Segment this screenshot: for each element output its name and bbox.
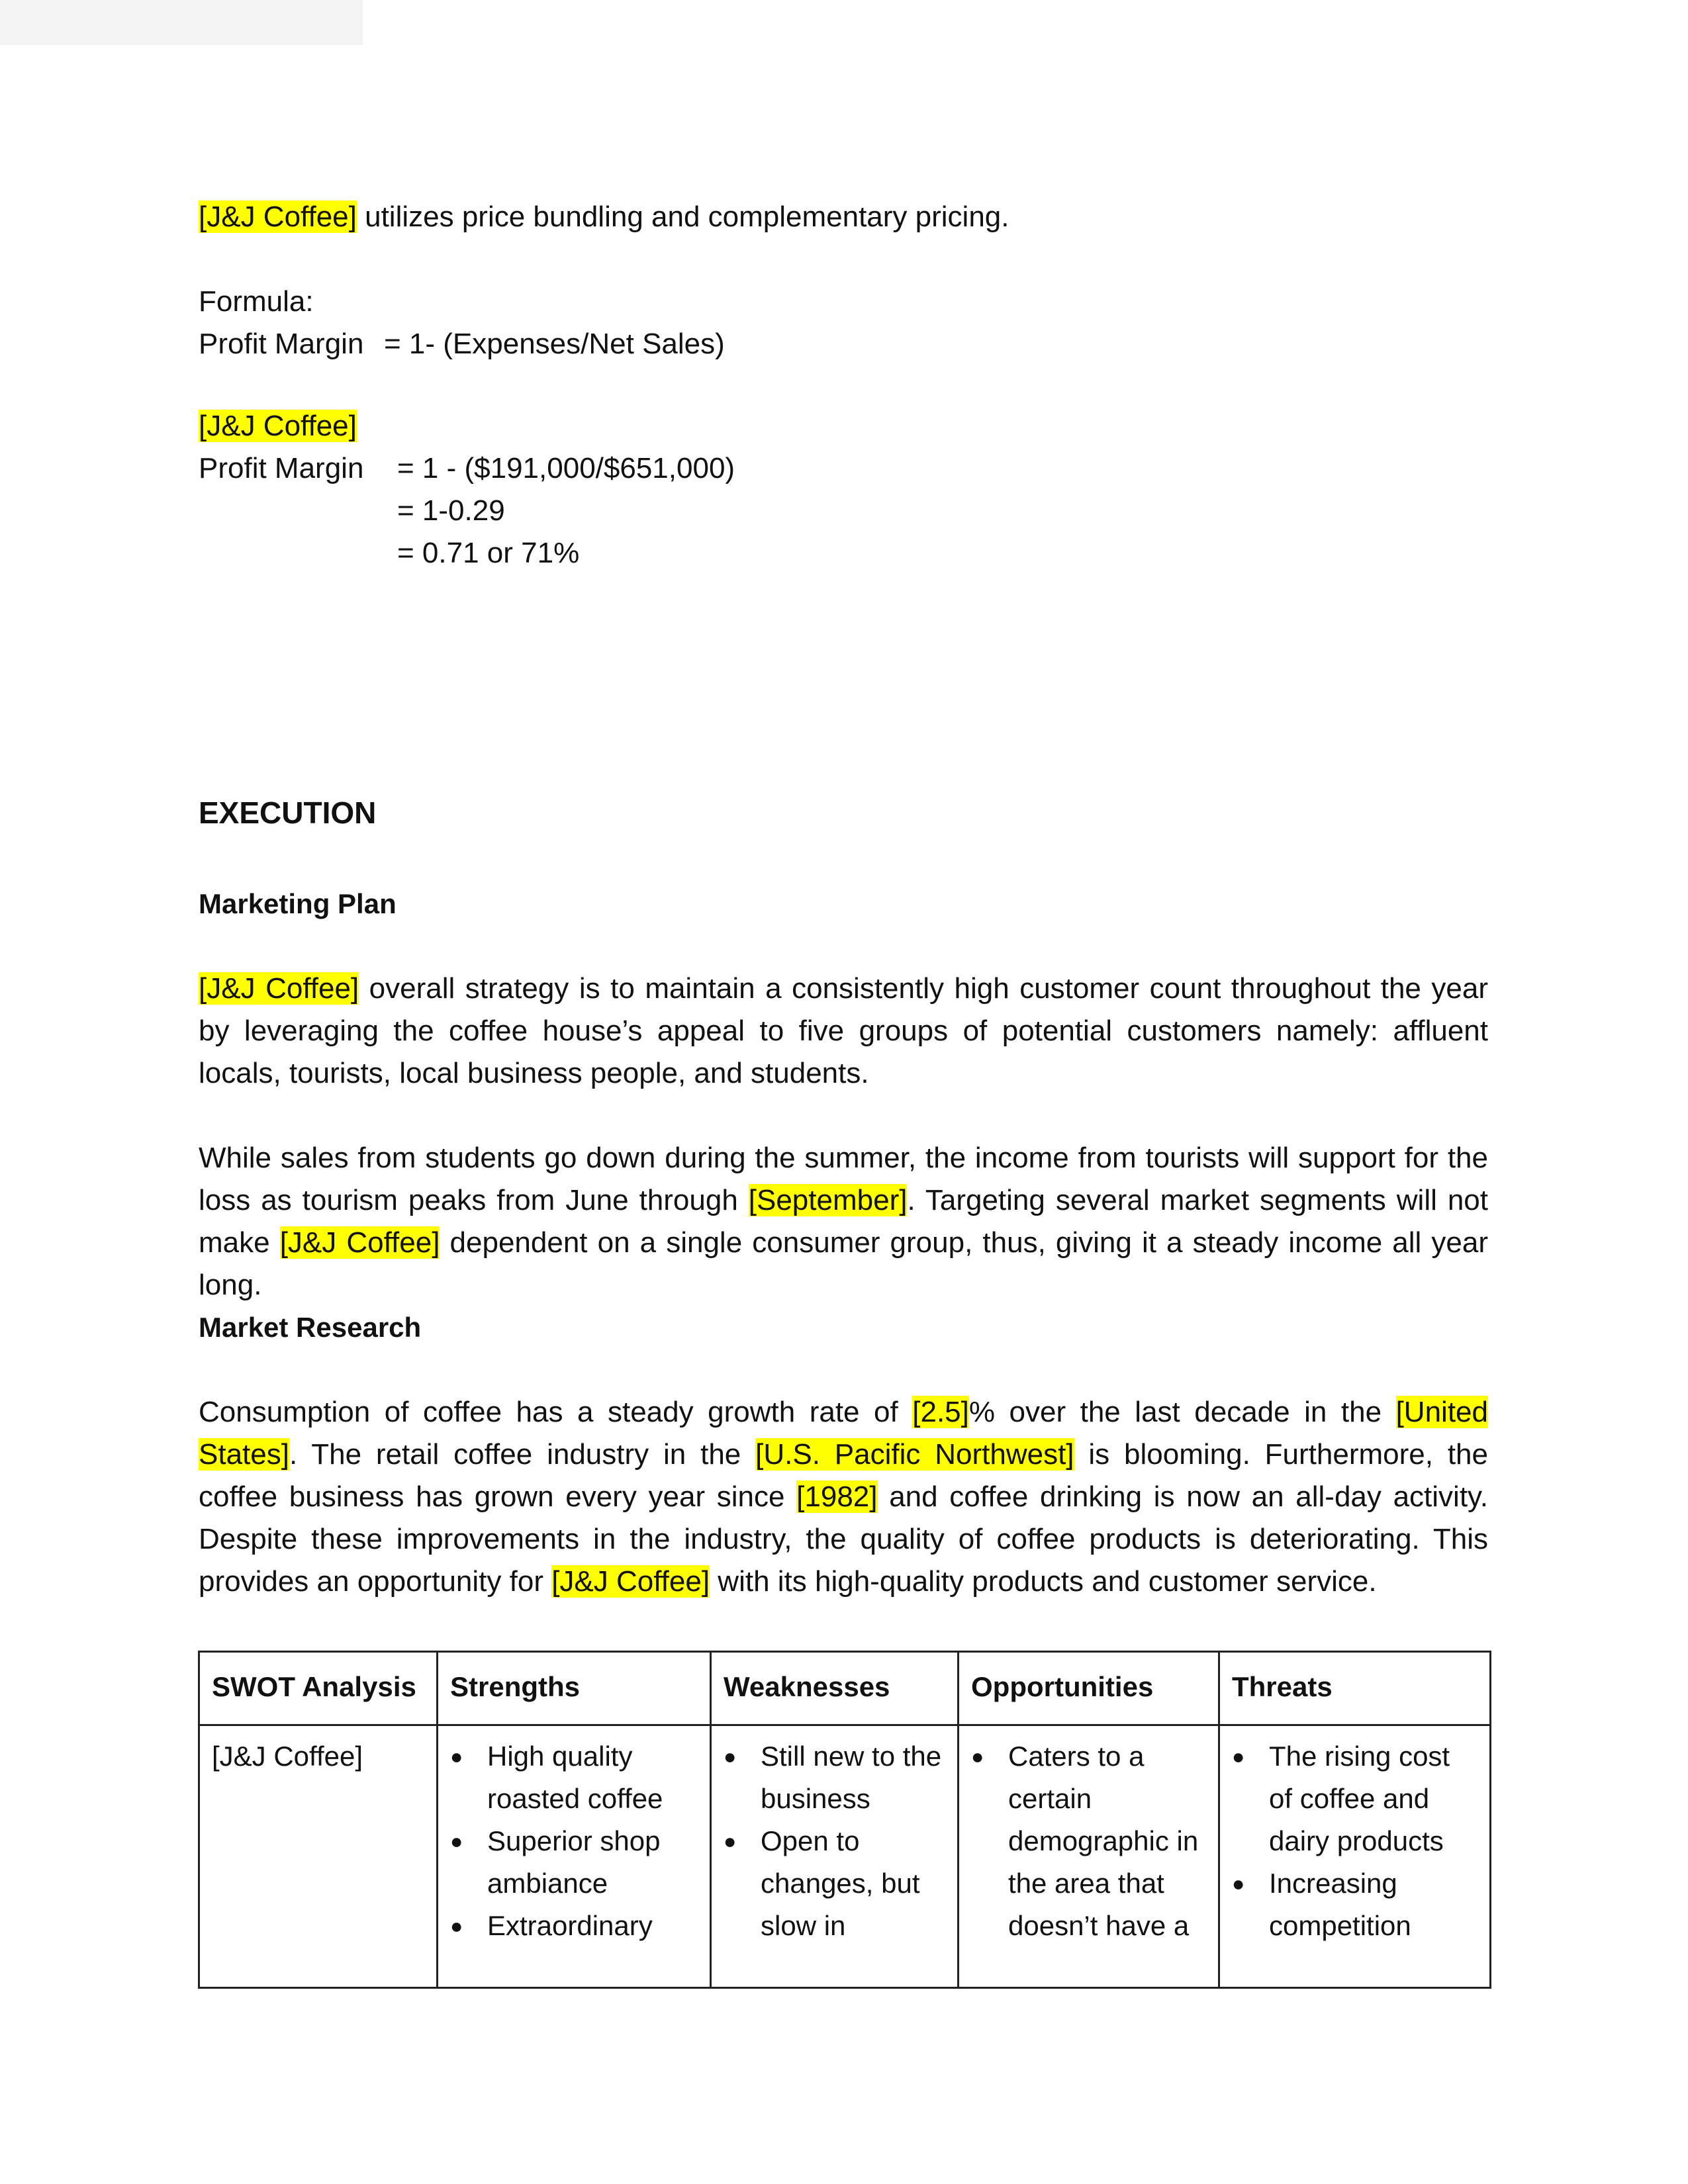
seasonal-text-3: dependent on a single consumer group, thus, giving it a steady income all year long. bbox=[199, 1226, 1488, 1301]
swot-header-row bbox=[199, 1652, 1491, 1725]
research-text-4: is blooming. Furthermore, the coffee business has grown every year since bbox=[199, 1438, 1488, 1513]
calc-company bbox=[199, 405, 357, 447]
swot-opportunities-cell bbox=[959, 1725, 1219, 1988]
year-highlight: [1982] bbox=[796, 1480, 878, 1513]
research-text-3: . The retail coffee industry in the bbox=[289, 1438, 756, 1471]
opportunity-item: ● Caters to a certain demographic in the area that doesn’t have a bbox=[1008, 1735, 1206, 1947]
swot-threats-cell bbox=[1219, 1725, 1491, 1988]
market-research-heading: Market Research bbox=[199, 1312, 422, 1343]
research-text-5: and coffee drinking is now an all-day activity. Despite these improvements in the industry, the quality of coffee products is deteriorating. This provides an opportunity for bbox=[199, 1480, 1488, 1598]
company-highlight: [J&J Coffee] bbox=[199, 201, 357, 233]
strength-item: ● Superior shop ambiance bbox=[487, 1820, 698, 1905]
company-highlight: [J&J Coffee] bbox=[551, 1565, 710, 1598]
company-highlight: [J&J Coffee] bbox=[199, 972, 359, 1005]
research-text-2: % over the last decade in the bbox=[968, 1396, 1396, 1428]
pricing-statement bbox=[199, 196, 1009, 238]
swot-header-opportunities: Opportunities bbox=[959, 1652, 1219, 1725]
swot-row-company bbox=[199, 1725, 1491, 1988]
strength-item: ● High quality roasted coffee bbox=[487, 1735, 698, 1820]
calc-step-1: = 1 - ($191,000/$651,000) bbox=[397, 452, 735, 484]
month-highlight: [September] bbox=[748, 1184, 908, 1216]
marketing-strategy-paragraph bbox=[199, 968, 1488, 1095]
swot-header-threats: Threats bbox=[1219, 1652, 1491, 1725]
threat-item: ● The rising cost of coffee and dairy products bbox=[1269, 1735, 1477, 1862]
strength-item: ● Extraordinary bbox=[487, 1905, 698, 1947]
swot-weaknesses-cell bbox=[711, 1725, 959, 1988]
weakness-item: ● Open to changes, but slow in bbox=[761, 1820, 945, 1947]
calc-step-2: = 1-0.29 bbox=[397, 494, 505, 527]
research-text-6: with its high-quality products and customer service. bbox=[710, 1565, 1377, 1598]
threat-item: ● Increasing competition bbox=[1269, 1862, 1477, 1947]
company-highlight: [J&J Coffee] bbox=[199, 410, 357, 442]
swot-strengths-cell bbox=[438, 1725, 711, 1988]
strategy-text: overall strategy is to maintain a consistently high customer count throughout the year by leveraging the coffee house’s appeal to five groups of potential customers namely: affluent locals, tourists, local business people, and students. bbox=[199, 972, 1488, 1089]
calc-term: Profit Margin bbox=[199, 452, 364, 484]
page-corner-tab bbox=[0, 0, 363, 45]
formula-term: Profit Margin bbox=[199, 328, 364, 360]
research-text-1: Consumption of coffee has a steady growth rate of bbox=[199, 1396, 913, 1428]
company-highlight: [J&J Coffee] bbox=[279, 1226, 440, 1259]
swot-header-strengths: Strengths bbox=[438, 1652, 711, 1725]
swot-header-weaknesses: Weaknesses bbox=[711, 1652, 959, 1725]
execution-heading: EXECUTION bbox=[199, 796, 377, 830]
seasonal-text-2: . Targeting several market segments will not make bbox=[199, 1184, 1489, 1259]
formula-label: Formula: bbox=[199, 285, 314, 318]
swot-header-analysis: SWOT Analysis bbox=[199, 1652, 438, 1725]
swot-table bbox=[198, 1651, 1491, 1989]
marketing-plan-heading: Marketing Plan bbox=[199, 888, 397, 919]
market-research-paragraph bbox=[199, 1391, 1488, 1603]
swot-row-label: [J&J Coffee] bbox=[199, 1725, 438, 1988]
weakness-item: ● Still new to the business bbox=[761, 1735, 945, 1820]
country-highlight: [United States] bbox=[199, 1396, 1488, 1471]
growth-rate-highlight: [2.5] bbox=[912, 1396, 969, 1428]
region-highlight: [U.S. Pacific Northwest] bbox=[755, 1438, 1074, 1471]
pricing-text: utilizes price bundling and complementary pricing. bbox=[356, 201, 1009, 233]
seasonal-text-1: While sales from students go down during the summer, the income from tourists will support for the loss as tourism peaks from June through bbox=[199, 1142, 1488, 1216]
calc-step-3: = 0.71 or 71% bbox=[397, 537, 580, 569]
formula-expression: = 1- (Expenses/Net Sales) bbox=[384, 328, 725, 360]
seasonal-sales-paragraph bbox=[199, 1137, 1488, 1306]
